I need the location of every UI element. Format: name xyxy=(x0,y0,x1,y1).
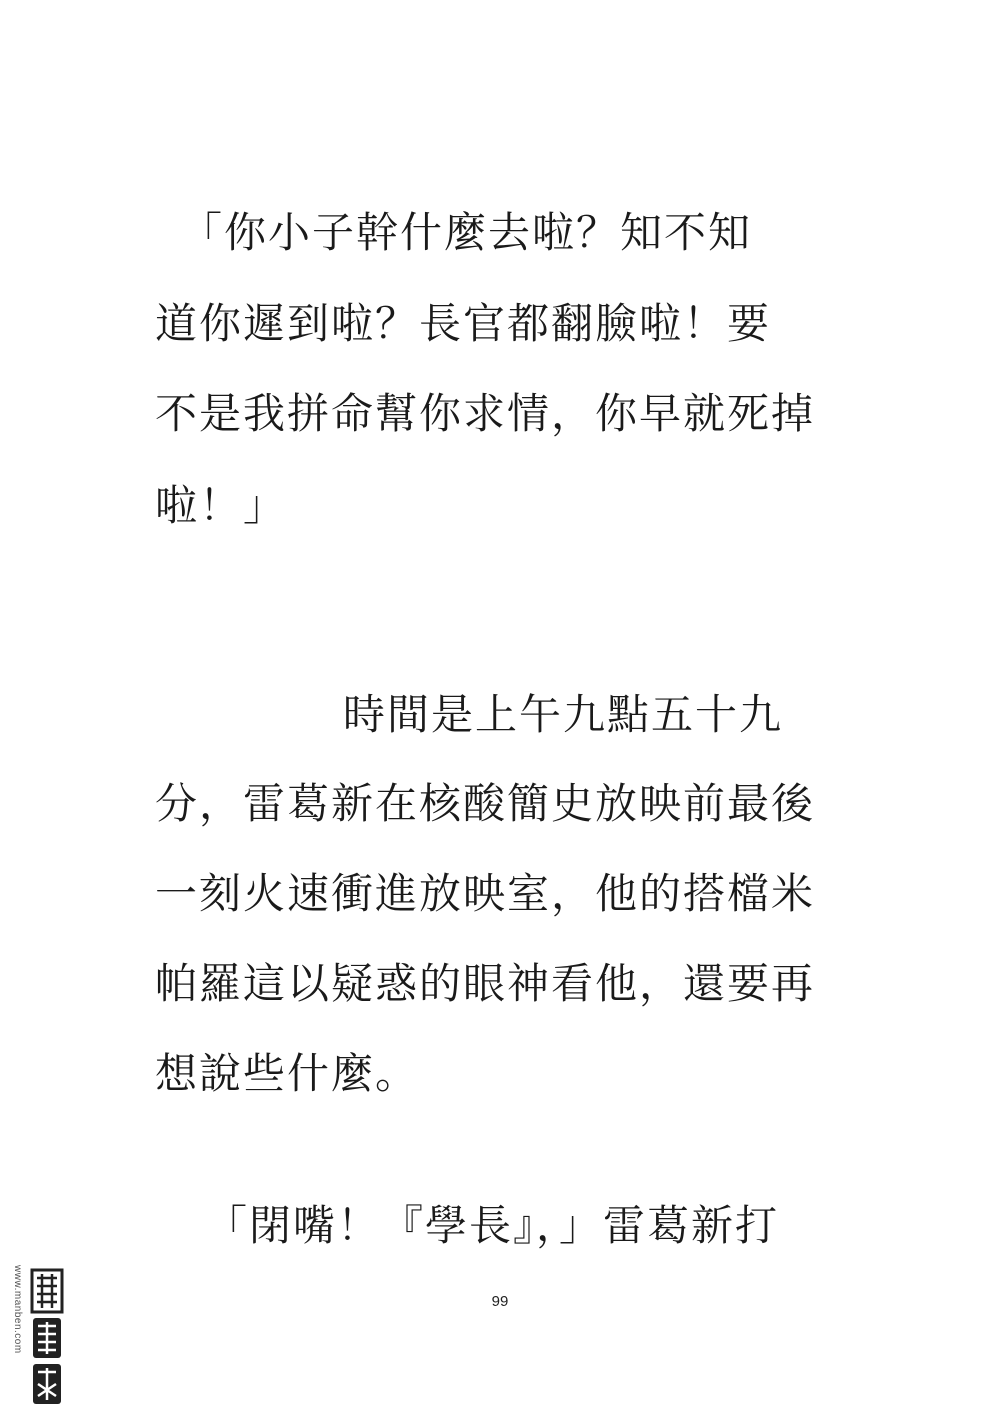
text-line-10: 「閉嘴！『學長』，」雷葛新打 xyxy=(205,1201,780,1250)
text-line-5: 時間是上午九點五十九 xyxy=(343,690,784,739)
text-line-4: 啦！」 xyxy=(155,481,288,530)
text-line-2: 道你遲到啦？長官都翻臉啦！要 xyxy=(155,299,772,348)
text-line-8: 帕羅這以疑惑的眼神看他，還要再 xyxy=(155,959,816,1008)
watermark-url: www.manben.com xyxy=(12,1265,23,1354)
text-line-1: 「你小子幹什麼去啦？知不知 xyxy=(180,208,753,257)
text-line-7: 一刻火速衝進放映室，他的搭檔米 xyxy=(155,869,816,918)
watermark-logo-icon xyxy=(30,1268,64,1408)
text-line-6: 分，雷葛新在核酸簡史放映前最後 xyxy=(155,779,816,828)
page-number: 99 xyxy=(491,1293,509,1310)
text-line-3: 不是我拼命幫你求情，你早就死掉 xyxy=(155,389,816,438)
text-line-9: 想說些什麼。 xyxy=(155,1049,420,1098)
